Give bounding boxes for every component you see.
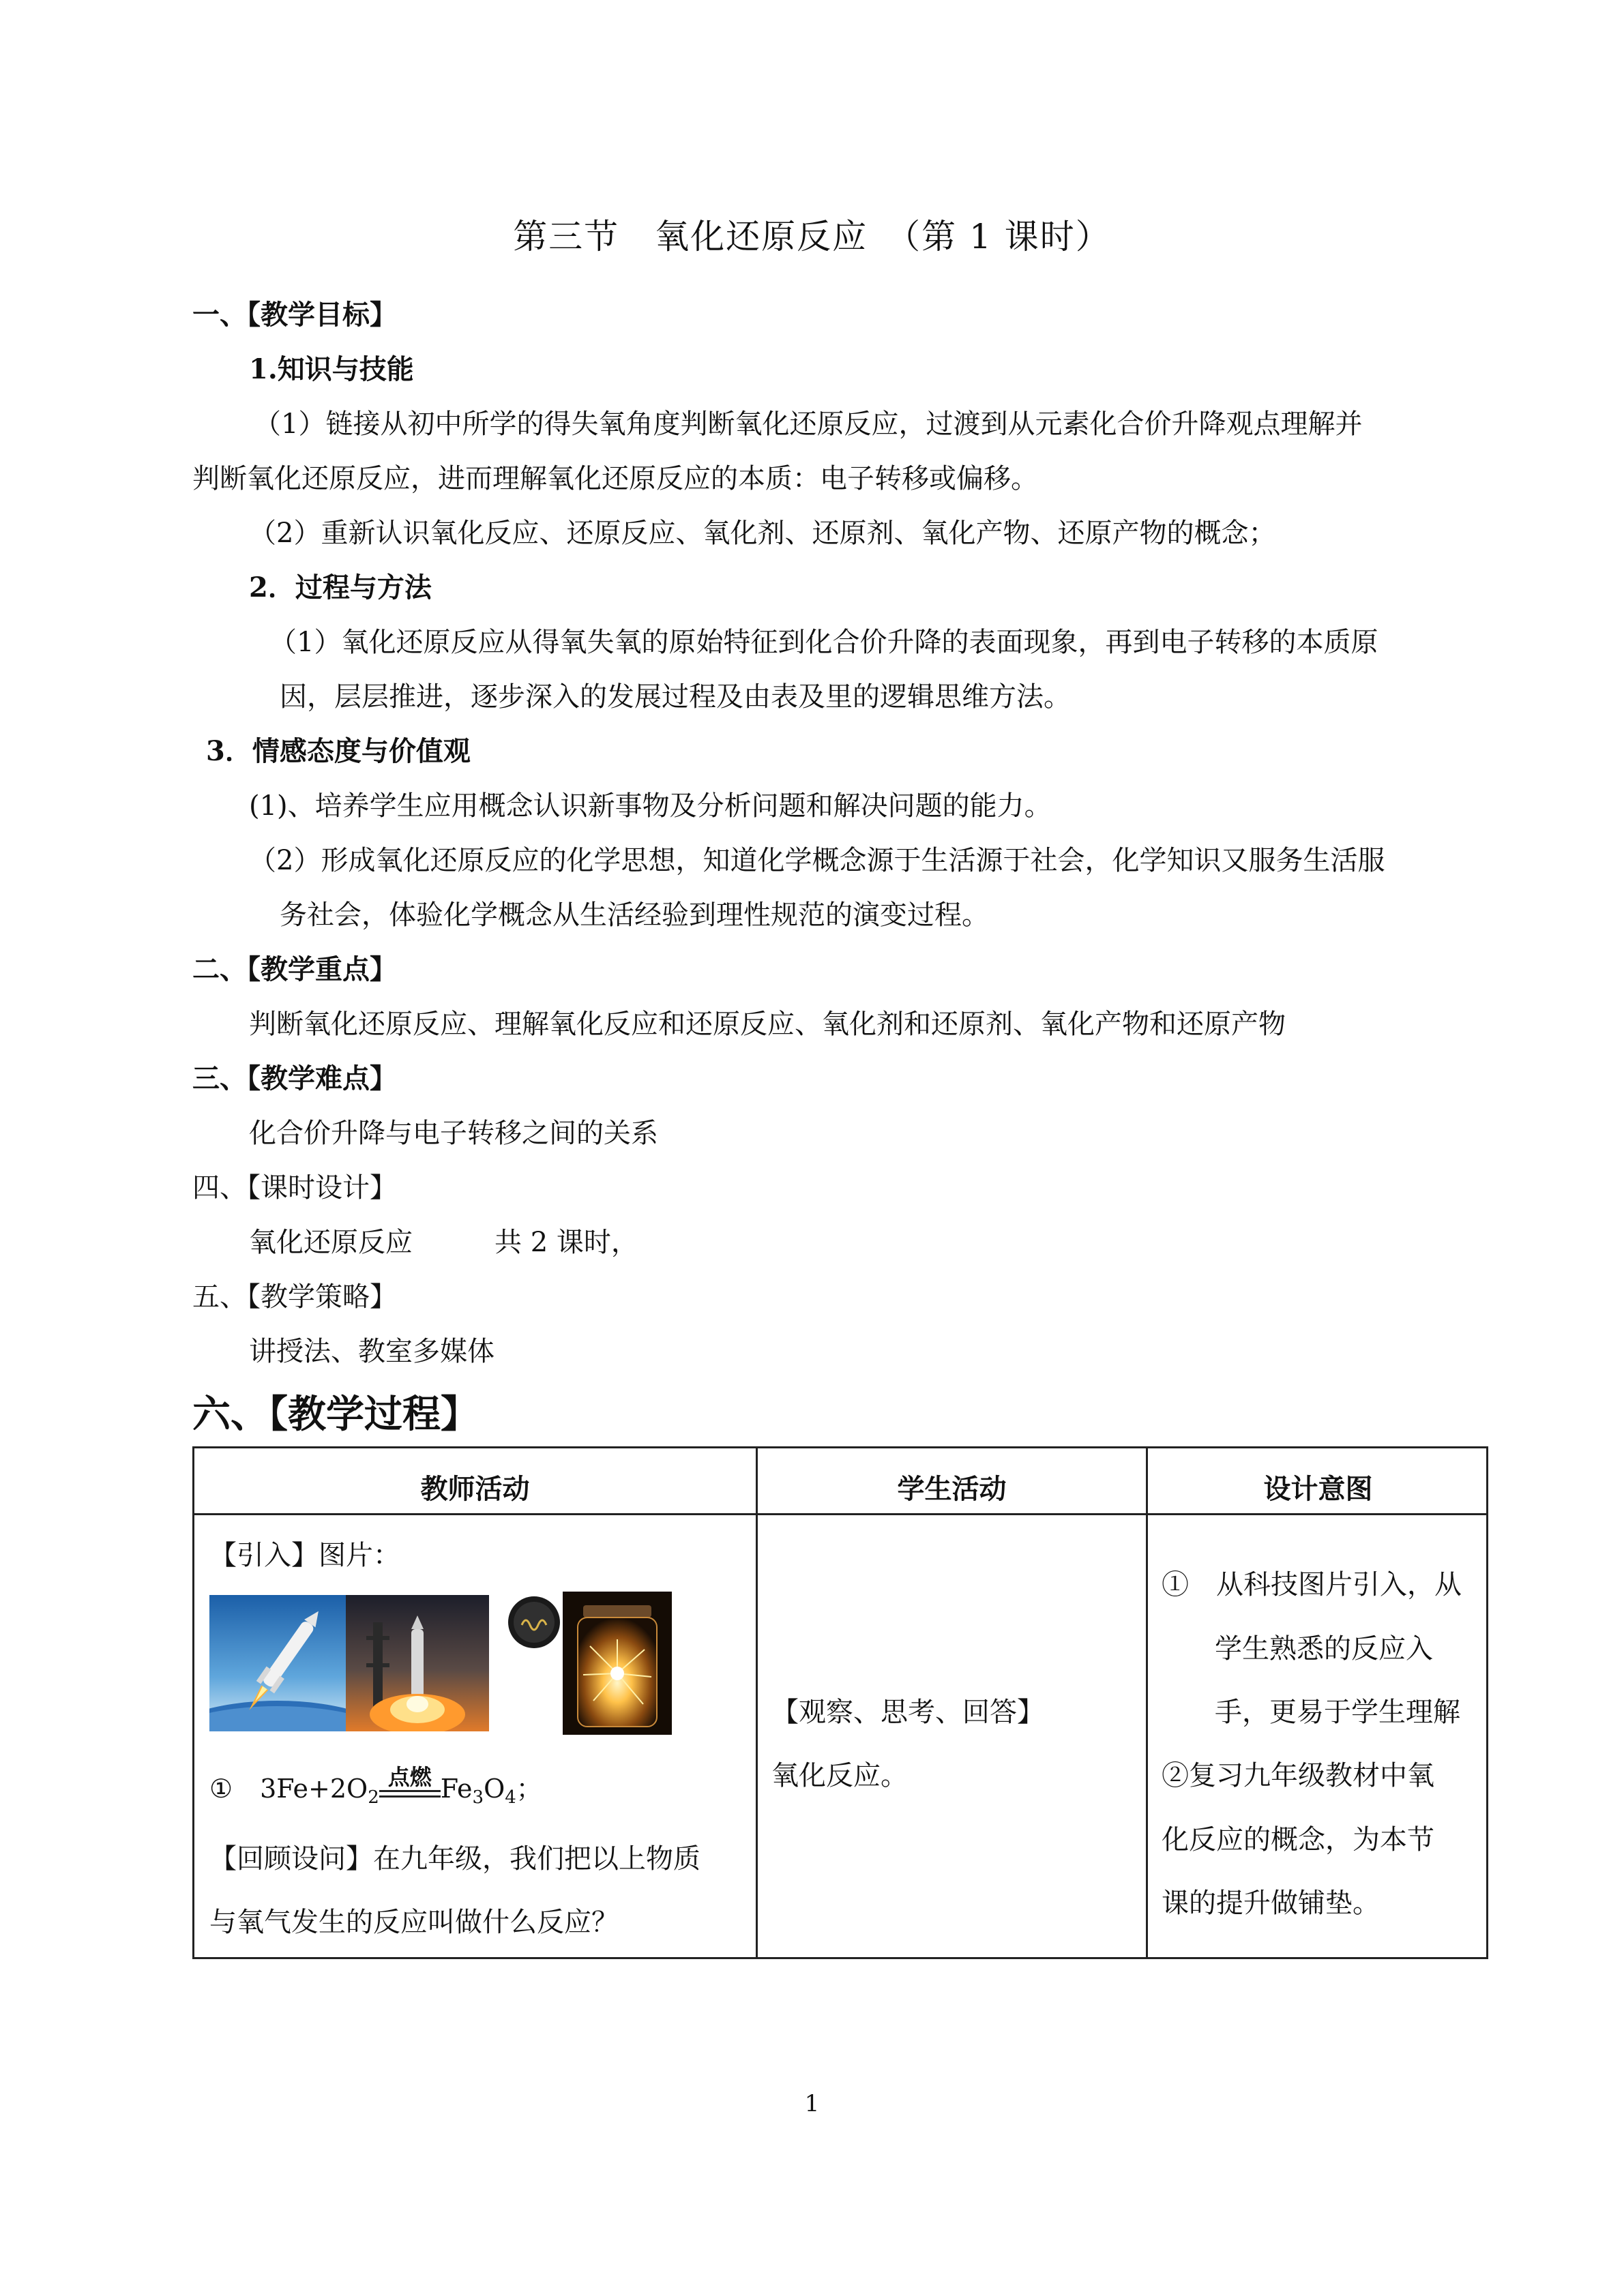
column-divider <box>1146 1448 1148 1957</box>
filament-icon <box>507 1595 561 1650</box>
iron-burning-jar-image <box>563 1592 672 1735</box>
rocket-liftoff-image <box>346 1595 489 1731</box>
equation-end: ； <box>516 1774 542 1804</box>
section-heading-strategy: 五、【教学策略】 <box>192 1281 397 1313</box>
paragraph-process-1b: 因，层层推进，逐步深入的发展过程及由表及里的逻辑思维方法。 <box>280 681 1071 713</box>
subheading-knowledge: 1.知识与技能 <box>249 353 414 385</box>
key-points-text: 判断氧化还原反应、理解氧化反应和还原反应、氧化剂和还原剂、氧化产物和还原产物 <box>249 1009 1286 1040</box>
equation-subscript: 4 <box>505 1787 516 1808</box>
schedule-topic: 氧化还原反应 <box>249 1227 413 1258</box>
teacher-review-line2: 与氧气发生的反应叫做什么反应？ <box>209 1907 619 1938</box>
equation-subscript: 3 <box>472 1787 484 1808</box>
section-heading-schedule: 四、【课时设计】 <box>192 1172 397 1204</box>
section-heading-process: 六、【教学过程】 <box>192 1392 479 1437</box>
student-activity-line2: 氧化反应。 <box>771 1760 908 1791</box>
section-heading-key-points: 二、【教学重点】 <box>192 953 397 985</box>
paragraph-attitude-2a: （2）形成氧化还原反应的化学思想，知道化学概念源于生活源于社会，化学知识又服务生活服 <box>249 845 1385 876</box>
header-design-intent: 设计意图 <box>1263 1473 1373 1505</box>
section-heading-objectives: 一、【教学目标】 <box>192 299 397 331</box>
rocket-launch-image <box>209 1595 346 1731</box>
equation-subscript: 2 <box>368 1787 379 1808</box>
reaction-equation <box>209 1764 542 1808</box>
paragraph-process-1a: （1）氧化还原反应从得氧失氧的原始特征到化合价升降的表面现象，再到电子转移的本质原 <box>269 627 1378 658</box>
paragraph-knowledge-1b: 判断氧化还原反应，进而理解氧化还原反应的本质：电子转移或偏移。 <box>192 463 1038 494</box>
paragraph-knowledge-1a: （1）链接从初中所学的得失氧角度判断氧化还原反应，过渡到从元素化合价升降观点理解并 <box>254 408 1363 440</box>
header-student-activity: 学生活动 <box>897 1473 1007 1505</box>
intent-line2: 学生熟悉的反应入 <box>1215 1633 1433 1665</box>
paragraph-attitude-1: (1)、培养学生应用概念认识新事物及分析问题和解决问题的能力。 <box>249 790 1052 822</box>
header-divider <box>194 1513 1486 1515</box>
equation-condition: 点燃 <box>387 1764 432 1790</box>
teacher-intro: 【引入】图片： <box>209 1540 400 1571</box>
equation-arrow <box>379 1764 441 1808</box>
intent-line4: ②复习九年级教材中氧 <box>1162 1760 1434 1791</box>
intent-line1: ① 从科技图片引入，从 <box>1162 1569 1462 1600</box>
section-heading-difficulties: 三、【教学难点】 <box>192 1062 397 1094</box>
subheading-process: 2．过程与方法 <box>249 571 432 603</box>
paragraph-knowledge-2: （2）重新认识氧化反应、还原反应、氧化剂、还原剂、氧化产物、还原产物的概念； <box>249 518 1276 549</box>
subheading-attitude: 3．情感态度与价值观 <box>206 735 471 767</box>
header-teacher-activity: 教师活动 <box>420 1473 530 1505</box>
teacher-review-line1: 【回顾设问】在九年级，我们把以上物质 <box>209 1843 700 1875</box>
student-activity-line1: 【观察、思考、回答】 <box>771 1697 1044 1728</box>
teaching-process-table <box>192 1446 1488 1959</box>
intent-line5: 化反应的概念，为本节 <box>1162 1824 1434 1855</box>
page-number: 1 <box>804 2090 820 2117</box>
equation-number: ① <box>209 1774 233 1804</box>
schedule-count: 共 2 课时， <box>494 1227 638 1258</box>
paragraph-attitude-2b: 务社会，体验化学概念从生活经验到理性规范的演变过程。 <box>280 899 989 931</box>
difficulties-text: 化合价升降与电子转移之间的关系 <box>249 1118 658 1149</box>
intent-line6: 课的提升做铺垫。 <box>1162 1888 1380 1919</box>
equation-rhs-fe: Fe <box>440 1774 473 1804</box>
page-title: 第三节 氧化还原反应 （第 1 课时） <box>513 217 1111 256</box>
equation-lhs: 3Fe+2O <box>260 1774 368 1804</box>
equation-rhs-o: O <box>484 1774 505 1804</box>
strategy-text: 讲授法、教室多媒体 <box>249 1336 494 1367</box>
column-divider <box>756 1448 758 1957</box>
intent-line3: 手，更易于学生理解 <box>1215 1697 1460 1728</box>
